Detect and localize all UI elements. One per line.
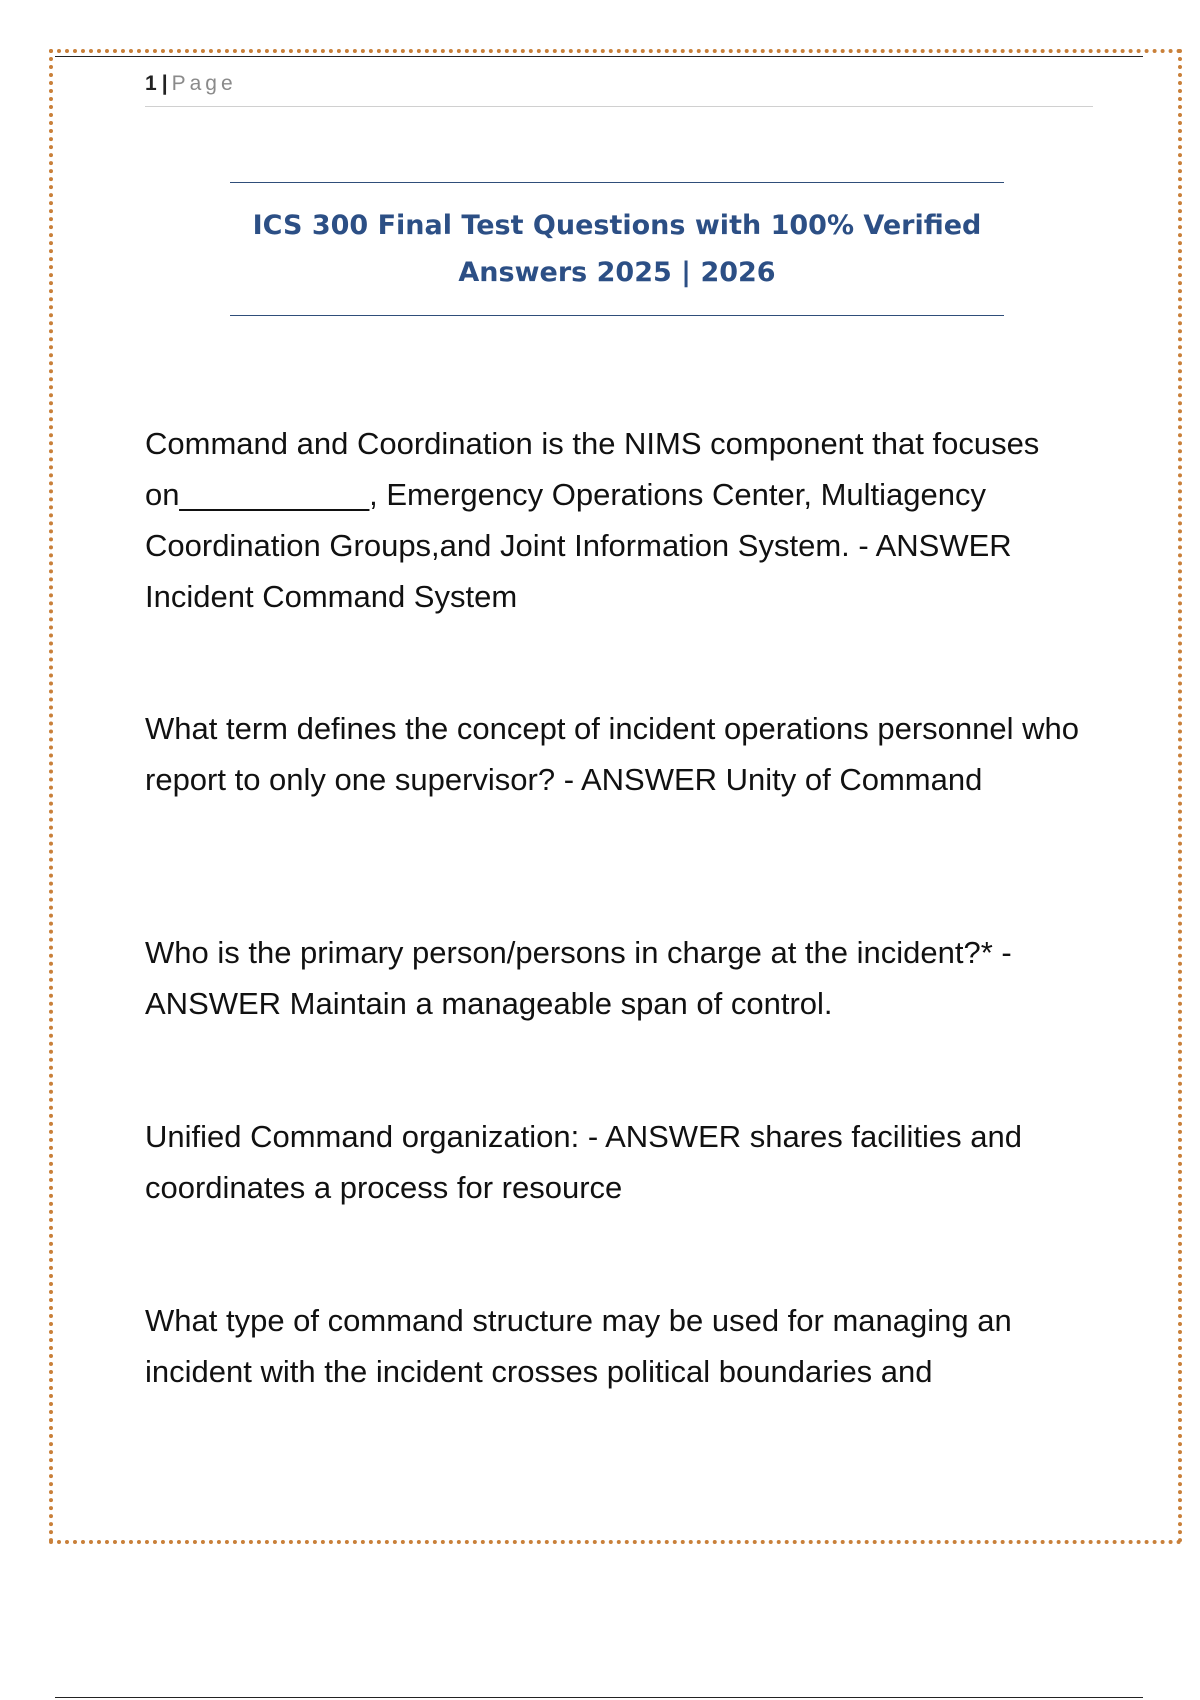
page-separator: | bbox=[161, 72, 168, 95]
qa-item: Command and Coordination is the NIMS component that focuses on___________, Emergency Operations Center, Multiagency Coordination Groups,and Joint Information System. - ANSWER Incident Command System bbox=[145, 426, 1040, 614]
page-header bbox=[145, 72, 1093, 107]
qa-item: Who is the primary person/persons in charge at the incident?* - ANSWER Maintain a manageable span of control. bbox=[145, 935, 1012, 1021]
qa-item: What term defines the concept of incident operations personnel who report to only one supervisor? - ANSWER Unity of Command bbox=[145, 711, 1079, 797]
title-block bbox=[230, 182, 1004, 316]
top-rule bbox=[55, 56, 1143, 57]
qa-item: Unified Command organization: - ANSWER shares facilities and coordinates a process for resource bbox=[145, 1119, 1022, 1205]
page-number: 1 bbox=[145, 72, 158, 95]
document-title: ICS 300 Final Test Questions with 100% Verified Answers 2025 | 2026 bbox=[252, 210, 982, 288]
bottom-rule bbox=[55, 1697, 1143, 1698]
qa-list bbox=[145, 418, 1095, 1397]
qa-item: What type of command structure may be used for managing an incident with the incident crosses political boundaries and bbox=[145, 1303, 1012, 1389]
page-label: Page bbox=[171, 72, 237, 95]
